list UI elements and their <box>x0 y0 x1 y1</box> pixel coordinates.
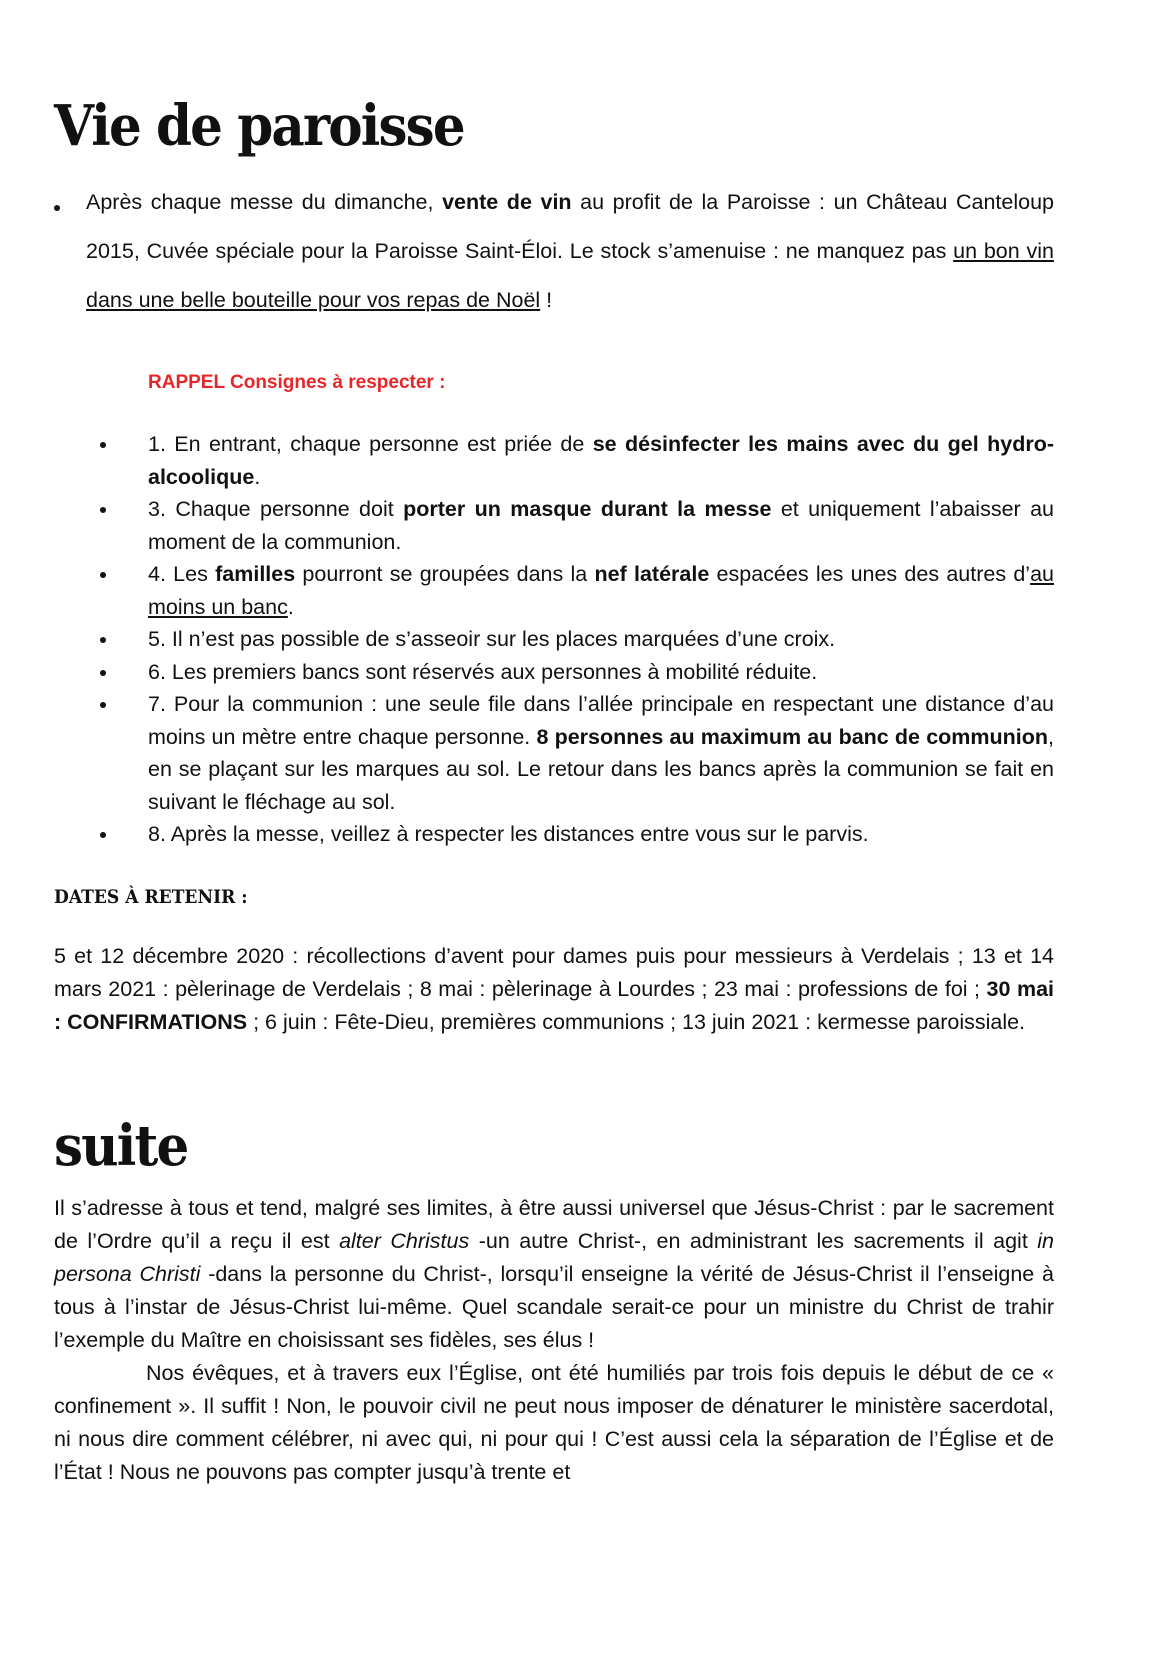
rule-item: 6. Les premiers bancs sont réservés aux personnes à mobilité réduite. <box>100 656 1054 689</box>
rappel-heading: RAPPEL Consignes à respecter : <box>148 372 446 393</box>
rule-item: 3. Chaque personne doit porter un masque durant la messe et uniquement l’abaisser au moment de la communion. <box>100 493 1054 558</box>
wine-sale-text: Après chaque messe du dimanche, vente de vin au profit de la Paroisse : un Château Canteloup 2015, Cuvée spéciale pour la Paroisse Saint-Éloi. Le stock s’amenuise : ne manquez pas un bon vin dans une belle bouteille pour vos repas de Noël ! <box>86 190 1054 312</box>
rule-item: 5. Il n’est pas possible de s’asseoir sur les places marquées d’une croix. <box>100 623 1054 656</box>
bullet-icon <box>100 702 106 708</box>
rules-list <box>100 428 1054 851</box>
suite-paragraph-1: Il s’adresse à tous et tend, malgré ses limites, à être aussi universel que Jésus-Christ : par le sacrement de l’Ordre qu’il a reçu il est alter Christus -un autre Christ-, en administrant les sacrements il agit in persona Christi -dans la personne du Christ-, lorsqu’il enseigne la vérité de Jésus-Christ il l’enseigne à tous à l’instar de Jésus-Christ lui-même. Quel scandale serait-ce pour un ministre du Christ de trahir l’exemple du Maître en choisissant ses fidèles, ses élus ! <box>54 1196 1055 1352</box>
bullet-icon <box>100 442 106 448</box>
suite-paragraphs <box>54 1192 1054 1489</box>
wine-underlined-text: un bon vin dans une belle bouteille pour vos repas de Noël <box>86 239 1054 312</box>
suite-paragraph-2: Nos évêques, et à travers eux l’Église, ont été humiliés par trois fois depuis le début de ce « confinement ». Il suffit ! Non, le pouvoir civil ne peut nous imposer de dénaturer le ministère sacerdotal, ni nous dire comment célébrer, ni avec qui, ni pour qui ! C’est aussi cela la séparation de l’Église et de l’État ! Nous ne pouvons pas compter jusqu’à trente et <box>54 1361 1054 1484</box>
rule-item: 7. Pour la communion : une seule file dans l’allée principale en respectant une distance d’au moins un mètre entre chaque personne. 8 personnes au maximum au banc de communion, en se plaçant sur les marques au sol. Le retour dans les bancs après la communion se fait en suivant le fléchage au sol. <box>100 688 1054 818</box>
bullet-icon <box>100 572 106 578</box>
bullet-icon <box>100 507 106 513</box>
dates-heading: DATES À RETENIR : <box>54 886 248 908</box>
dates-paragraph: 5 et 12 décembre 2020 : récollections d’avent pour dames puis pour messieurs à Verdelais ; 13 et 14 mars 2021 : pèlerinage de Verdelais ; 8 mai : pèlerinage à Lourdes ; 23 mai : professions de foi ; 30 mai : CONFIRMATIONS ; 6 juin : Fête-Dieu, premières communions ; 13 juin 2021 : kermesse paroissiale. <box>54 944 1054 1034</box>
section-title-vie-de-paroisse: Vie de paroisse <box>54 93 464 159</box>
bullet-icon <box>100 637 106 643</box>
bullet-icon <box>54 205 60 211</box>
section-title-suite: suite <box>54 1113 188 1179</box>
bullet-icon <box>100 670 106 676</box>
bullet-icon <box>100 832 106 838</box>
rule-item: 4. Les familles pourront se groupées dans la nef latérale espacées les unes des autres d’au moins un banc. <box>100 558 1054 623</box>
rule-item: 1. En entrant, chaque personne est priée de se désinfecter les mains avec du gel hydro-alcoolique. <box>100 428 1054 493</box>
wine-sale-item <box>54 178 1054 325</box>
rule-item: 8. Après la messe, veillez à respecter les distances entre vous sur le parvis. <box>100 818 1054 851</box>
